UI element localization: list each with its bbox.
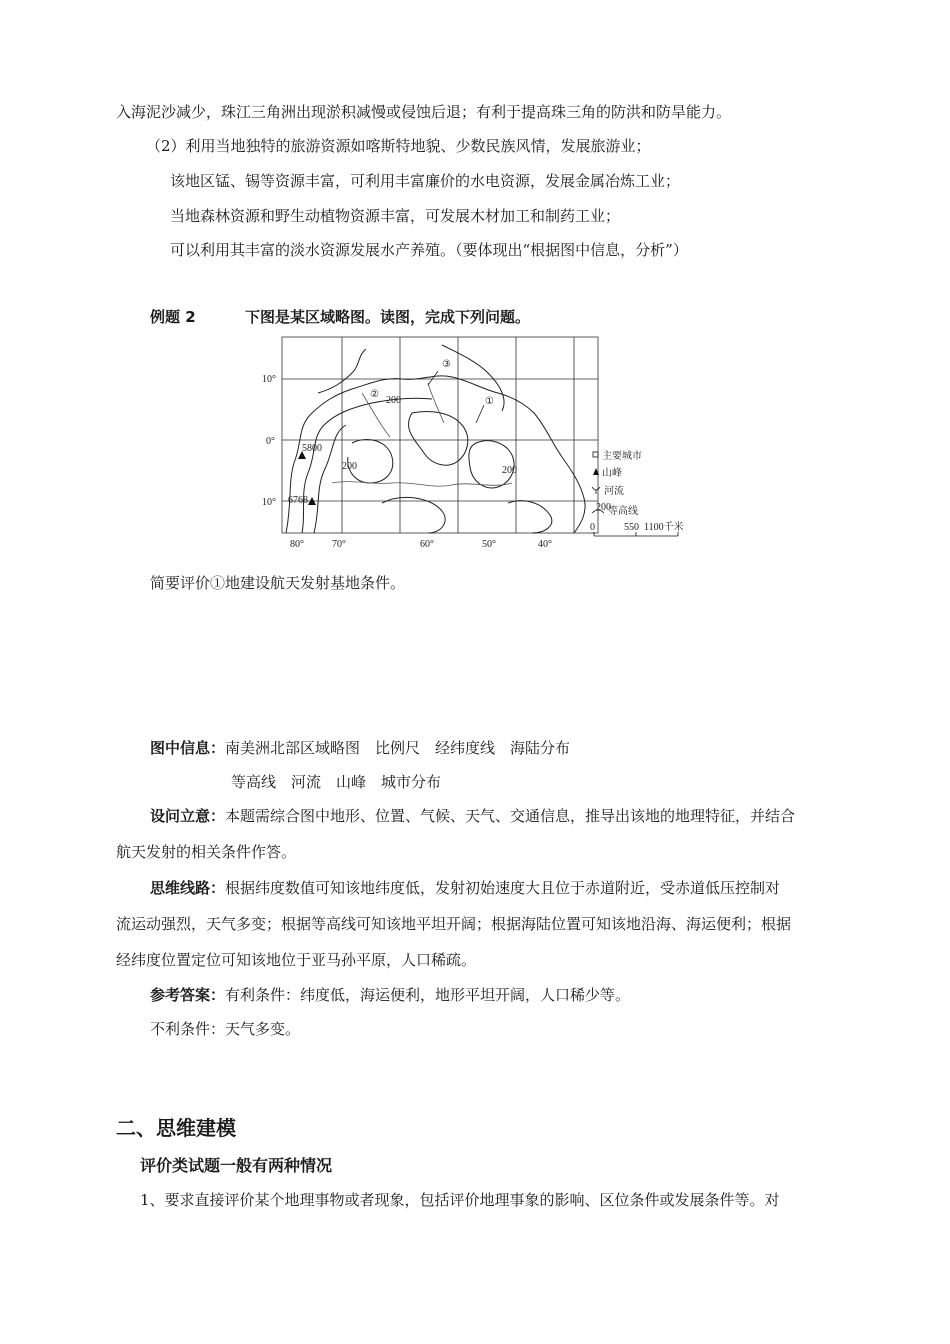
lat-label: 0° [266, 436, 275, 447]
intro-line-2: （2）利用当地独特的旅游资源如喀斯特地貌、少数民族风情，发展旅游业； [146, 137, 651, 155]
lon-label: 60° [420, 539, 434, 550]
river-icon [592, 487, 600, 494]
intent-text-2: 航天发射的相关条件作答。 [116, 843, 297, 861]
elevation-label: 5800 [302, 443, 322, 454]
scale-tick: 0 [590, 522, 595, 533]
answer-unfavorable: 不利条件：天气多变。 [150, 1020, 301, 1038]
intro-line-1: 入海泥沙减少，珠江三角洲出现淤积减慢或侵蚀后退；有利于提高珠三角的防洪和防旱能力。 [116, 103, 732, 121]
elevation-label: 200 [502, 465, 517, 476]
intro-line-4: 当地森林资源和野生动植物资源丰富，可发展木材加工和制药工业； [170, 207, 621, 225]
info-label: 图中信息： [150, 739, 226, 757]
peak-markers [288, 395, 517, 506]
legend-contour-value: 200 [596, 502, 611, 513]
info-line-1: 南美洲北部区域略图 比例尺 经纬度线 海陆分布 [225, 739, 571, 757]
section-title: 二、思维建模 [116, 1116, 236, 1140]
scale-tick: 550 [624, 522, 639, 533]
lat-label: 10° [262, 374, 276, 385]
marker-3: ③ [442, 359, 451, 370]
example-question: 简要评价①地建设航天发射基地条件。 [150, 574, 406, 592]
thinking-label: 思维线路： [150, 879, 226, 897]
intro-line-3: 该地区锰、锡等资源丰富，可利用丰富廉价的水电资源，发展金属冶炼工业； [170, 172, 681, 190]
location-markers [370, 359, 494, 423]
thinking-text-1: 根据纬度数值可知该地纬度低，发射初始速度大且位于赤道附近，受赤道低压控制对 [225, 879, 781, 897]
lat-label: 10° [262, 497, 276, 508]
legend-city: 主要城市 [602, 451, 642, 462]
legend-river: 河流 [604, 486, 624, 497]
legend-contour: 等高线 [608, 506, 638, 517]
lon-label: 80° [290, 539, 304, 550]
legend-peak: 山峰 [602, 468, 622, 479]
lon-label: 40° [538, 539, 552, 550]
section-subtitle: 评价类试题一般有两种情况 [140, 1156, 333, 1175]
lon-label: 50° [482, 539, 496, 550]
intro-line-5: 可以利用其丰富的淡水资源发展水产养殖。（要体现出“根据图中信息，分析”） [170, 241, 688, 259]
marker-1: ① [485, 396, 494, 407]
region-map [262, 333, 702, 555]
example-title: 下图是某区域略图。读图，完成下列问题。 [245, 308, 531, 326]
scale-tick: 1100千米 [644, 522, 684, 533]
intent-label: 设问立意： [150, 807, 226, 825]
intent-text-1: 本题需综合图中地形、位置、气候、天气、交通信息，推导出该地的地理特征，并结合 [225, 807, 796, 825]
answer-favorable: 有利条件：纬度低，海运便利，地形平坦开阔，人口稀少等。 [225, 986, 631, 1004]
example-label: 例题 2 [150, 308, 196, 326]
info-line-2: 等高线 河流 山峰 城市分布 [231, 773, 442, 791]
elevation-label: 6768 [288, 495, 308, 506]
section-text-1: 1、要求直接评价某个地理事物或者现象，包括评价地理事象的影响、区位条件或发展条件等。对 [140, 1191, 780, 1209]
map-legend [590, 449, 684, 536]
thinking-text-2: 流运动强烈，天气多变；根据等高线可知该地平坦开阔；根据海陆位置可知该地沿海、海运便利；根据 [116, 915, 792, 933]
elevation-label: 200 [386, 395, 401, 406]
map-grid [282, 337, 598, 533]
thinking-text-3: 经纬度位置定位可知该地位于亚马孙平原，人口稀疏。 [116, 951, 477, 969]
coastline [286, 345, 585, 533]
city-icon [593, 452, 598, 457]
marker-2: ② [370, 389, 379, 400]
elevation-label: 200 [342, 461, 357, 472]
lon-label: 70° [332, 539, 346, 550]
answer-label: 参考答案： [150, 986, 226, 1004]
